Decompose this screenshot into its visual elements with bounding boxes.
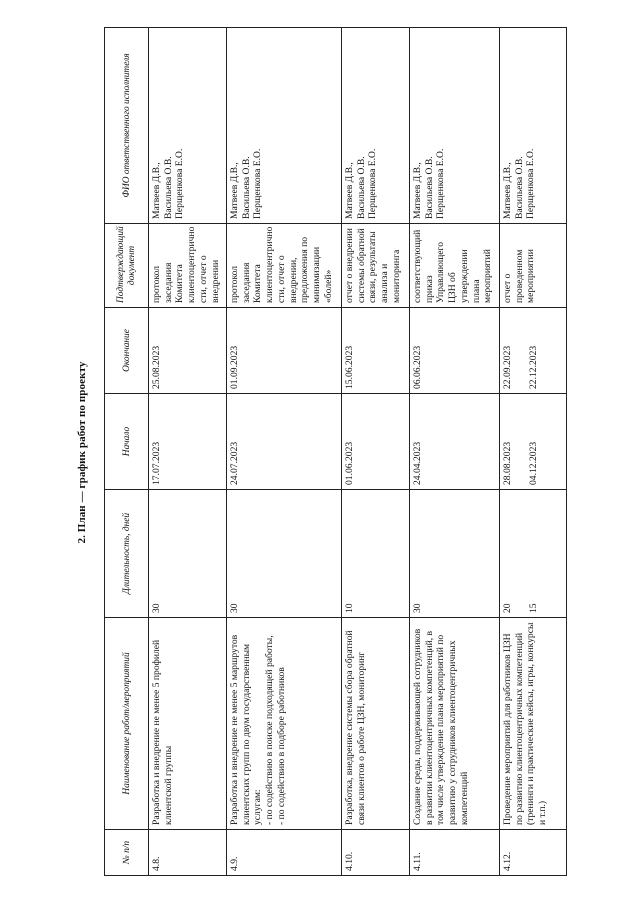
cell-responsible <box>500 28 567 224</box>
responsible-name: Матвеев Д.В., <box>151 162 162 219</box>
cell-start: 01.06.2023 <box>342 394 410 490</box>
responsible-name: Перщенкова Е.О. <box>525 148 537 219</box>
table-row <box>227 28 342 876</box>
work-plan-table <box>104 27 567 876</box>
document-title: 2. План — график работ по проекту <box>76 361 88 544</box>
cell-num: 4.8. <box>149 830 227 876</box>
cell-duration: 30 <box>227 490 342 618</box>
cell-duration: 10 <box>342 490 410 618</box>
responsible-name: Перщенкова Е.О. <box>252 148 264 219</box>
header-num: № п/п <box>105 830 149 876</box>
responsible-name: Матвеев Д.В., <box>344 162 355 219</box>
start-date: 04.12.2023 <box>527 441 539 485</box>
cell-end: 15.06.2023 <box>342 308 410 394</box>
header-duration: Длительность, дней <box>105 490 149 618</box>
cell-start: 17.07.2023 <box>149 394 227 490</box>
cell-name: Разработка и внедрение не менее 5 маршрутов клиентских групп по двум государственным услугам: - по содействию в поиске подходящей работы, - по содействию в подборе работников <box>227 618 342 830</box>
cell-end: 25.08.2023 <box>149 308 227 394</box>
header-name: Наименование работ/мероприятий <box>105 618 149 830</box>
table-row <box>149 28 227 876</box>
table-row <box>342 28 410 876</box>
duration-value: 20 <box>502 603 513 613</box>
cell-doc: отчет о проведенном мероприятии <box>500 224 567 308</box>
cell-responsible <box>342 28 410 224</box>
cell-name: Разработка и внедрение не менее 5 профилей клиентской группы <box>149 618 227 830</box>
responsible-name: Перщенкова Е.О. <box>435 148 447 219</box>
header-start: Начало <box>105 394 149 490</box>
cell-doc: протокол заседания Комитета клиентоцентрично сти, отчет о внедрении, предложения по минимизации «болей» <box>227 224 342 308</box>
cell-num: 4.12. <box>500 830 567 876</box>
cell-duration: 30 <box>410 490 500 618</box>
responsible-name: Перщенкова Е.О. <box>174 148 186 219</box>
responsible-name: Васильева О.В. <box>355 156 367 219</box>
cell-doc: соответствующий приказ Управляющего ЦЗН об утверждении плана мероприятий <box>410 224 500 308</box>
cell-responsible <box>410 28 500 224</box>
end-date: 22.12.2023 <box>527 345 539 389</box>
cell-duration <box>500 490 567 618</box>
header-doc: Подтверждающий документ <box>105 224 149 308</box>
responsible-name: Васильева О.В. <box>423 156 435 219</box>
header-end: Окончание <box>105 308 149 394</box>
header-responsible: ФИО ответственного исполнителя <box>105 28 149 224</box>
responsible-name: Перщенкова Е.О. <box>367 148 379 219</box>
responsible-name: Васильева О.В. <box>240 156 252 219</box>
responsible-name: Васильева О.В. <box>513 156 525 219</box>
responsible-name: Матвеев Д.В., <box>502 162 513 219</box>
cell-name: Проведение мероприятий для работников ЦЗН по развитию клиентоцентричных компетенций (тренинги и практические кейсы, игры, конкурсы и т.п.) <box>500 618 567 830</box>
cell-end: 01.09.2023 <box>227 308 342 394</box>
duration-value: 15 <box>527 603 539 613</box>
table-row <box>410 28 500 876</box>
responsible-name: Матвеев Д.В., <box>412 162 423 219</box>
responsible-name: Матвеев Д.В., <box>229 162 240 219</box>
table-row <box>500 28 567 876</box>
cell-num: 4.9. <box>227 830 342 876</box>
cell-num: 4.11. <box>410 830 500 876</box>
start-date: 28.08.2023 <box>502 441 513 485</box>
cell-start: 24.04.2023 <box>410 394 500 490</box>
table-header-row <box>105 28 149 876</box>
cell-end <box>500 308 567 394</box>
cell-doc: протокол заседания Комитета клиентоцентрично сти, отчет о внедрении <box>149 224 227 308</box>
end-date: 22.09.2023 <box>502 345 513 389</box>
responsible-name: Васильева О.В. <box>162 156 174 219</box>
cell-name: Создание среды, поддерживающей сотрудников в развитии клиентоцентричных компетенций, в том числе утверждение плана мероприятий по развитию у сотрудников клиентоцентричных компетенций <box>410 618 500 830</box>
cell-end: 06.06.2023 <box>410 308 500 394</box>
cell-responsible <box>227 28 342 224</box>
cell-responsible <box>149 28 227 224</box>
cell-duration: 30 <box>149 490 227 618</box>
cell-start <box>500 394 567 490</box>
cell-start: 24.07.2023 <box>227 394 342 490</box>
cell-name: Разработка, внедрение системы сбора обратной связи клиентов о работе ЦЗН, мониторинг <box>342 618 410 830</box>
cell-num: 4.10. <box>342 830 410 876</box>
cell-doc: отчет о внедрении системы обратной связи, результаты анализа и мониторинга <box>342 224 410 308</box>
